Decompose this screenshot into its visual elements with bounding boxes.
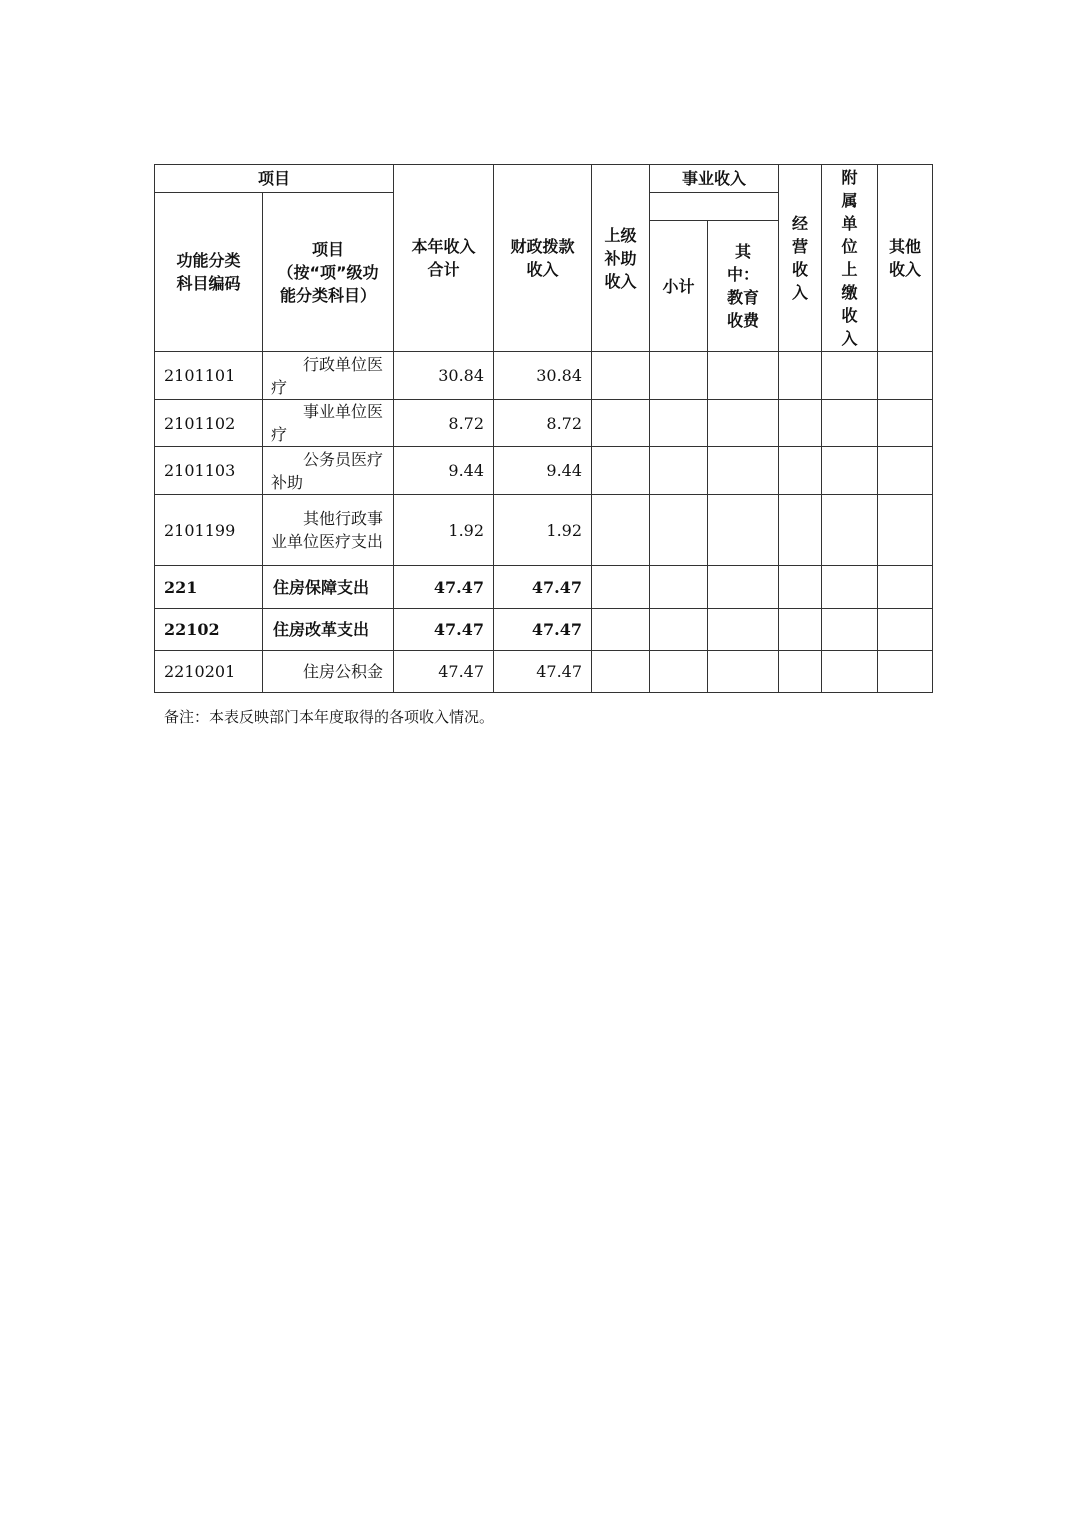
row-total: 1.92 bbox=[394, 495, 494, 566]
table-row bbox=[155, 495, 933, 566]
header-subtotal: 小计 bbox=[650, 221, 708, 352]
row-affiliated bbox=[822, 400, 878, 447]
header-other: 其他收入 bbox=[878, 165, 933, 352]
table-row bbox=[155, 352, 933, 400]
row-superior bbox=[592, 566, 650, 609]
row-fiscal: 1.92 bbox=[494, 495, 592, 566]
row-superior bbox=[592, 447, 650, 495]
header-business-group: 事业收入 bbox=[650, 165, 779, 193]
table-row bbox=[155, 609, 933, 651]
row-superior bbox=[592, 651, 650, 693]
row-code: 2101101 bbox=[155, 352, 263, 400]
row-edu bbox=[708, 495, 779, 566]
row-fiscal: 47.47 bbox=[494, 609, 592, 651]
row-subtotal bbox=[650, 566, 708, 609]
row-name: 公务员医疗补助 bbox=[263, 447, 394, 495]
header-edu: 其中：教育收费 bbox=[708, 221, 779, 352]
row-name: 事业单位医疗 bbox=[263, 400, 394, 447]
row-operating bbox=[779, 495, 822, 566]
row-edu bbox=[708, 566, 779, 609]
row-operating bbox=[779, 651, 822, 693]
row-operating bbox=[779, 609, 822, 651]
header-superior: 上级补助收入 bbox=[592, 165, 650, 352]
row-code: 2101102 bbox=[155, 400, 263, 447]
row-affiliated bbox=[822, 352, 878, 400]
row-superior bbox=[592, 495, 650, 566]
row-subtotal bbox=[650, 352, 708, 400]
row-name: 住房保障支出 bbox=[263, 566, 394, 609]
row-code: 22102 bbox=[155, 609, 263, 651]
row-other bbox=[878, 566, 933, 609]
row-affiliated bbox=[822, 495, 878, 566]
row-fiscal: 8.72 bbox=[494, 400, 592, 447]
header-operating: 经营收入 bbox=[779, 165, 822, 352]
row-total: 47.47 bbox=[394, 566, 494, 609]
row-edu bbox=[708, 609, 779, 651]
table-row bbox=[155, 566, 933, 609]
row-name: 行政单位医疗 bbox=[263, 352, 394, 400]
header-code: 功能分类科目编码 bbox=[155, 193, 263, 352]
row-subtotal bbox=[650, 447, 708, 495]
row-code: 2210201 bbox=[155, 651, 263, 693]
row-edu bbox=[708, 447, 779, 495]
table-body bbox=[155, 352, 933, 693]
row-superior bbox=[592, 400, 650, 447]
row-affiliated bbox=[822, 651, 878, 693]
header-affiliated: 附属单位上缴收入 bbox=[822, 165, 878, 352]
row-edu bbox=[708, 400, 779, 447]
row-other bbox=[878, 609, 933, 651]
row-name: 住房公积金 bbox=[263, 651, 394, 693]
row-total: 47.47 bbox=[394, 651, 494, 693]
row-fiscal: 47.47 bbox=[494, 651, 592, 693]
row-superior bbox=[592, 609, 650, 651]
row-code: 221 bbox=[155, 566, 263, 609]
header-fiscal: 财政拨款收入 bbox=[494, 165, 592, 352]
row-subtotal bbox=[650, 609, 708, 651]
row-total: 30.84 bbox=[394, 352, 494, 400]
row-edu bbox=[708, 651, 779, 693]
row-edu bbox=[708, 352, 779, 400]
header-total: 本年收入合计 bbox=[394, 165, 494, 352]
table-row bbox=[155, 400, 933, 447]
row-operating bbox=[779, 566, 822, 609]
row-fiscal: 47.47 bbox=[494, 566, 592, 609]
row-total: 47.47 bbox=[394, 609, 494, 651]
income-table bbox=[154, 164, 933, 693]
row-name: 住房改革支出 bbox=[263, 609, 394, 651]
row-other bbox=[878, 352, 933, 400]
row-fiscal: 30.84 bbox=[494, 352, 592, 400]
row-total: 9.44 bbox=[394, 447, 494, 495]
row-fiscal: 9.44 bbox=[494, 447, 592, 495]
row-code: 2101103 bbox=[155, 447, 263, 495]
row-affiliated bbox=[822, 566, 878, 609]
header-project: 项目 bbox=[155, 165, 394, 193]
row-other bbox=[878, 495, 933, 566]
row-subtotal bbox=[650, 651, 708, 693]
row-other bbox=[878, 400, 933, 447]
row-affiliated bbox=[822, 447, 878, 495]
table-row bbox=[155, 651, 933, 693]
row-subtotal bbox=[650, 400, 708, 447]
row-operating bbox=[779, 352, 822, 400]
row-name: 其他行政事业单位医疗支出 bbox=[263, 495, 394, 566]
row-subtotal bbox=[650, 495, 708, 566]
row-superior bbox=[592, 352, 650, 400]
row-operating bbox=[779, 400, 822, 447]
header-name: 项目（按“项”级功能分类科目） bbox=[263, 193, 394, 352]
row-total: 8.72 bbox=[394, 400, 494, 447]
row-other bbox=[878, 651, 933, 693]
row-other bbox=[878, 447, 933, 495]
table-row bbox=[155, 447, 933, 495]
footnote: 备注：本表反映部门本年度取得的各项收入情况。 bbox=[164, 708, 495, 726]
row-code: 2101199 bbox=[155, 495, 263, 566]
row-operating bbox=[779, 447, 822, 495]
row-affiliated bbox=[822, 609, 878, 651]
